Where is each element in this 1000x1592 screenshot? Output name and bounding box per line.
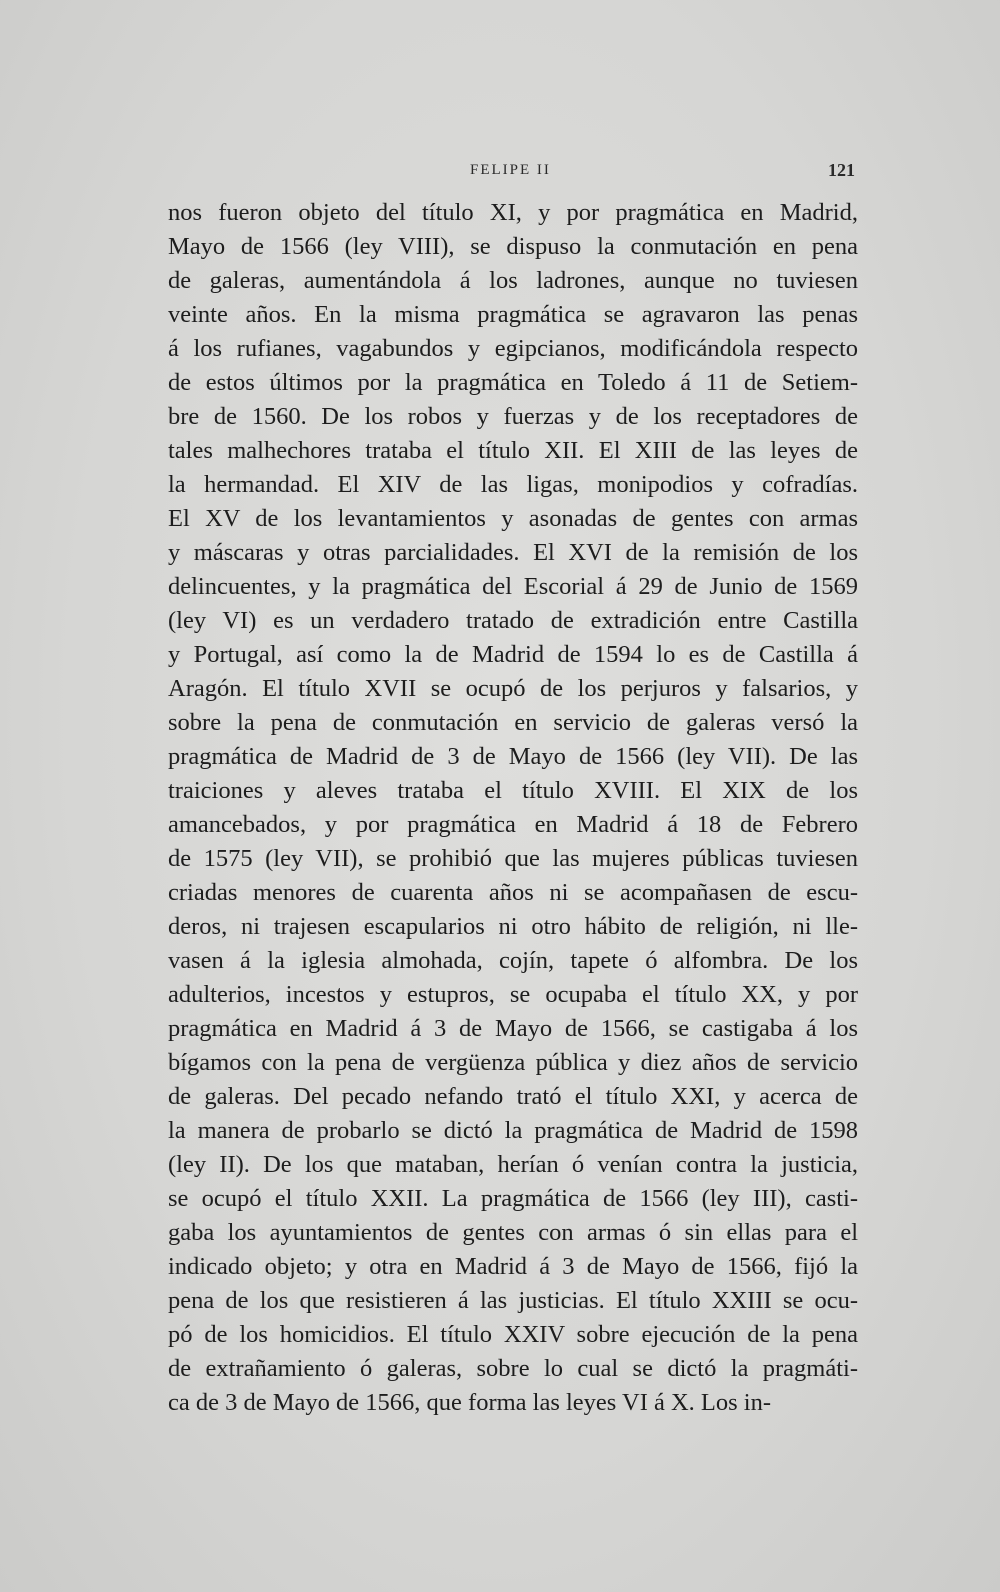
- text-line: deros, ni trajesen escapularios ni otro hábito de religión, ni lle-: [168, 913, 858, 940]
- text-line: Mayo de 1566 (ley VIII), se dispuso la conmutación en pena: [168, 233, 858, 260]
- text-line: á los rufianes, vagabundos y egipcianos, modificándola respecto: [168, 335, 858, 362]
- text-line: y Portugal, así como la de Madrid de 1594 lo es de Castilla á: [168, 641, 858, 668]
- text-line: pena de los que resistieren á las justicias. El título XXIII se ocu-: [168, 1287, 858, 1314]
- text-line: Aragón. El título XVII se ocupó de los perjuros y falsarios, y: [168, 675, 858, 702]
- text-line: de galeras. Del pecado nefando trató el título XXI, y acerca de: [168, 1083, 858, 1110]
- text-line: bígamos con la pena de vergüenza pública y diez años de servicio: [168, 1049, 858, 1076]
- text-line: amancebados, y por pragmática en Madrid á 18 de Febrero: [168, 811, 858, 838]
- text-line: gaba los ayuntamientos de gentes con armas ó sin ellas para el: [168, 1219, 858, 1246]
- running-head: [165, 162, 855, 192]
- text-line: adulterios, incestos y estupros, se ocupaba el título XX, y por: [168, 981, 858, 1008]
- text-line: indicado objeto; y otra en Madrid á 3 de Mayo de 1566, fijó la: [168, 1253, 858, 1280]
- text-line: nos fueron objeto del título XI, y por pragmática en Madrid,: [168, 199, 858, 226]
- text-line: vasen á la iglesia almohada, cojín, tapete ó alfombra. De los: [168, 947, 858, 974]
- text-line: de galeras, aumentándola á los ladrones, aunque no tuviesen: [168, 267, 858, 294]
- text-line: tales malhechores trataba el título XII. El XIII de las leyes de: [168, 437, 858, 464]
- text-line: delincuentes, y la pragmática del Escorial á 29 de Junio de 1569: [168, 573, 858, 600]
- text-line: la hermandad. El XIV de las ligas, monipodios y cofradías.: [168, 471, 858, 498]
- text-line: traiciones y aleves trataba el título XVIII. El XIX de los: [168, 777, 858, 804]
- text-line: (ley VI) es un verdadero tratado de extradición entre Castilla: [168, 607, 858, 634]
- text-line: veinte años. En la misma pragmática se agravaron las penas: [168, 301, 858, 328]
- text-line: la manera de probarlo se dictó la pragmática de Madrid de 1598: [168, 1117, 858, 1144]
- page-number: 121: [828, 160, 855, 180]
- text-line: pragmática en Madrid á 3 de Mayo de 1566, se castigaba á los: [168, 1015, 858, 1042]
- text-line: pó de los homicidios. El título XXIV sobre ejecución de la pena: [168, 1321, 858, 1348]
- text-line: (ley II). De los que mataban, herían ó venían contra la justicia,: [168, 1151, 858, 1178]
- text-line: pragmática de Madrid de 3 de Mayo de 1566 (ley VII). De las: [168, 743, 858, 770]
- text-line: sobre la pena de conmutación en servicio de galeras versó la: [168, 709, 858, 736]
- text-line: de 1575 (ley VII), se prohibió que las mujeres públicas tuviesen: [168, 845, 858, 872]
- running-title: FELIPE II: [470, 162, 551, 178]
- body-text: [168, 196, 858, 1420]
- text-line: criadas menores de cuarenta años ni se acompañasen de escu-: [168, 879, 858, 906]
- text-line: se ocupó el título XXII. La pragmática de 1566 (ley III), casti-: [168, 1185, 858, 1212]
- text-line: de estos últimos por la pragmática en Toledo á 11 de Setiem-: [168, 369, 858, 396]
- text-line: bre de 1560. De los robos y fuerzas y de los receptadores de: [168, 403, 858, 430]
- text-line: de extrañamiento ó galeras, sobre lo cual se dictó la pragmáti-: [168, 1355, 858, 1382]
- text-line: El XV de los levantamientos y asonadas de gentes con armas: [168, 505, 858, 532]
- text-line: ca de 3 de Mayo de 1566, que forma las leyes VI á X. Los in-: [168, 1389, 772, 1416]
- text-line: y máscaras y otras parcialidades. El XVI de la remisión de los: [168, 539, 858, 566]
